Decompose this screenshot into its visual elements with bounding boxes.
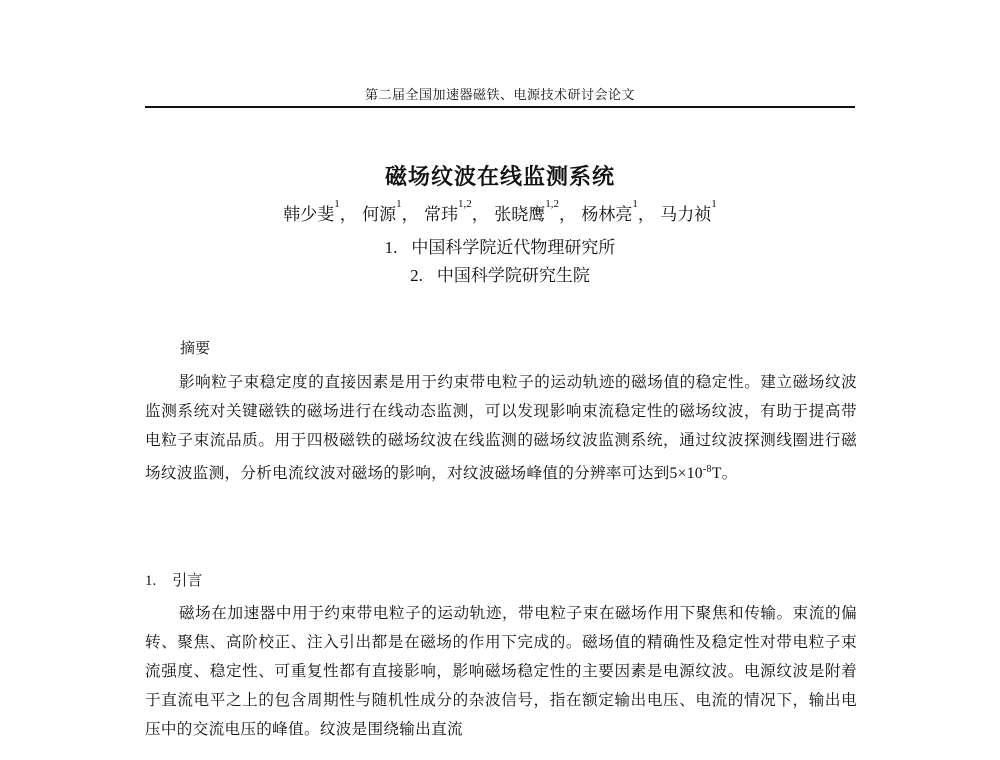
author-affil-sup: 1 (396, 198, 402, 210)
affiliation-number: 2. (410, 266, 423, 285)
section-title: 引言 (172, 571, 203, 589)
author: 常玮 (424, 205, 459, 225)
author: 韩少斐 (283, 205, 335, 225)
affiliation-name: 中国科学院近代物理研究所 (411, 238, 616, 258)
abstract-text: 影响粒子束稳定度的直接因素是用于约束带电粒子的运动轨迹的磁场值的稳定性。建立磁场纹波监测系统对关键磁铁的磁场进行在线动态监测，可以发现影响束流稳定性的磁场纹波，有助于提高带电粒子束流品质。用于四极磁铁的磁场纹波在线监测的磁场纹波监测系统，通过纹波探测线圈进行磁场纹波监测，分析电流纹波对磁场的影响，对纹波磁场峰值的分辨率可达到 (145, 373, 857, 483)
section-number: 1. (145, 573, 157, 589)
affiliation-1 (0, 233, 1000, 258)
author-affil-sup: 1 (711, 198, 717, 210)
author-separator: ， (637, 205, 655, 225)
running-head: 第二届全国加速器磁铁、电源技术研讨会论文 (364, 88, 635, 103)
author: 杨林亮 (581, 205, 633, 225)
resolution-value: 5×10 (669, 465, 703, 483)
author-affil-sup: 1 (334, 198, 340, 210)
author: 马力祯 (660, 205, 712, 225)
author-list (0, 200, 1000, 225)
section-heading-introduction (145, 569, 202, 590)
author-affil-sup: 1,2 (545, 198, 559, 210)
resolution-unit: T (711, 465, 722, 483)
author-separator: ， (401, 205, 419, 225)
author-separator: ， (558, 205, 576, 225)
header-rule (145, 106, 855, 108)
resolution-exponent: -8 (702, 464, 712, 475)
paper-title: 磁场纹波在线监测系统 (384, 165, 615, 190)
introduction-paragraph: 磁场在加速器中用于约束带电粒子的运动轨迹，带电粒子束在磁场作用下聚焦和传输。束流的偏转、聚焦、高阶校正、注入引出都是在磁场的作用下完成的。磁场值的精确性及稳定性对带电粒子束流强度、稳定性、可重复性都有直接影响，影响磁场稳定性的主要因素是电源纹波。电源纹波是附着于直流电平之上的包含周期性与随机性成分的杂波信号，指在额定输出电压、电流的情况下，输出电压中的交流电压的峰值。纹波是围绕输出直流 (145, 604, 857, 738)
affiliation-2 (0, 261, 1000, 286)
author-affil-sup: 1,2 (458, 198, 472, 210)
author: 张晓鹰 (494, 205, 546, 225)
abstract-paragraph (145, 368, 857, 488)
abstract-end: 。 (721, 464, 738, 483)
author-separator: ， (339, 205, 357, 225)
abstract-heading: 摘要 (180, 339, 211, 357)
author-affil-sup: 1 (632, 198, 638, 210)
affiliation-name: 中国科学院研究生院 (436, 266, 590, 286)
author-separator: ， (471, 205, 489, 225)
author: 何源 (362, 205, 397, 225)
affiliation-number: 1. (384, 238, 398, 257)
